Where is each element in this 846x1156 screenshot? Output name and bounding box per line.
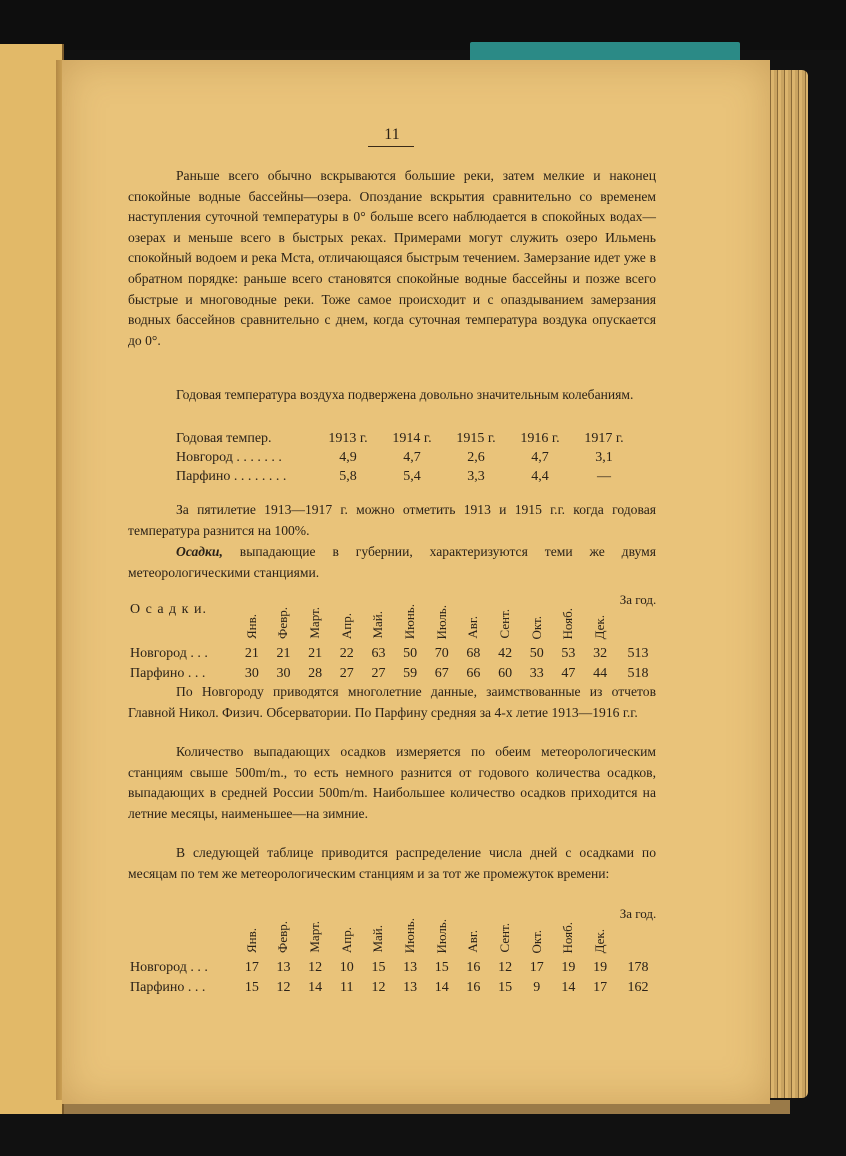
precipitation-value: 30 — [244, 666, 259, 681]
precipitation-value: 27 — [339, 666, 354, 681]
month-header: Янв. — [243, 613, 259, 639]
month-header: Окт. — [528, 615, 544, 639]
precipitation-table — [130, 592, 660, 684]
days-value: 15 — [434, 960, 449, 975]
temperature-value: — — [597, 469, 611, 484]
month-header: Авг. — [465, 930, 481, 953]
precipitation-value: 27 — [371, 666, 386, 681]
precipitation-value: 59 — [403, 666, 418, 681]
temperature-value: 5,8 — [339, 469, 357, 484]
precipitation-value: 32 — [593, 646, 608, 661]
days-value: 19 — [593, 960, 608, 975]
days-value: 14 — [434, 980, 449, 995]
month-header: Нояб. — [560, 607, 576, 639]
month-header: Авг. — [465, 616, 481, 639]
month-header: Сент. — [497, 923, 513, 953]
station-name: Новгород . . . . . . . — [176, 450, 282, 465]
days-value: 13 — [276, 960, 291, 975]
station-name: Парфино . . . . . . . . — [176, 469, 287, 484]
days-value: 17 — [593, 980, 608, 995]
days-value: 12 — [308, 960, 323, 975]
paragraph-sources: По Новгороду приводятся многолетние данные, заимствованные из отчетов Главной Никол. Физич. Обсерватории. По Парфину средняя за 4-х летие 1913—1916 г.г. — [128, 684, 656, 720]
days-value: 9 — [533, 980, 541, 995]
paragraph-five-years: За пятилетие 1913—1917 г. можно отметить 1913 и 1915 г.г. когда годовая температура разнится на 100%. — [128, 502, 656, 538]
precipitation-value: 50 — [529, 646, 544, 661]
precipitation-value: 53 — [561, 646, 576, 661]
year-cell: 1915 г. — [456, 431, 496, 446]
precipitation-value: 21 — [244, 646, 259, 661]
days-value: 13 — [403, 980, 418, 995]
days-value: 14 — [561, 980, 576, 995]
precipitation-value: 66 — [466, 666, 481, 681]
total-header: За год. — [619, 906, 657, 921]
days-row-parfino — [130, 978, 660, 998]
temperature-value: 2,6 — [467, 450, 485, 465]
precipitation-row-novgorod — [130, 644, 660, 664]
left-page-margin — [0, 44, 64, 1114]
days-value: 10 — [339, 960, 354, 975]
month-header: Янв. — [243, 927, 259, 953]
days-value: 13 — [403, 960, 418, 975]
month-header: Март. — [307, 921, 323, 953]
precipitation-value: 44 — [593, 666, 608, 681]
precipitation-value: 42 — [498, 646, 513, 661]
days-header-spacer — [130, 906, 236, 958]
precipitation-value: 50 — [403, 646, 418, 661]
year-cell: 1913 г. — [328, 431, 368, 446]
month-header: Нояб. — [560, 921, 576, 953]
days-value: 11 — [340, 980, 354, 995]
month-header: Июль. — [433, 604, 449, 639]
temperature-header-label: Годовая темпер. — [176, 431, 272, 446]
paragraph-days-intro: В следующей таблице приводится распределение числа дней с осадками по месяцам по тем же метеорологическим станциям и за тот же промежуток времени: — [128, 845, 656, 881]
year-cell: 1917 г. — [584, 431, 624, 446]
paragraph-ice: Раньше всего обычно вскрываются большие реки, затем мелкие и наконец спокойные водные бассейны—озера. Опоздание вскрытия сравнительно со временем наступления суточной температуры в 0° больше всего наблюдается в спокойных водах—озерах и меньше всего в быстрых реках. Примерами могут служить озеро Ильмень спокойный водоем и река Мста, отличающаяся быстрым течением. Замерзание идет уже в обратном порядке: раньше всего становятся спокойные водные бассейны и позже всего быстрые и многоводные реки. Тоже самое происходит и с опаздыванием замерзания водных бассейнов сравнительно с днем, когда суточная температура воздука опускается до 0°. — [128, 168, 656, 348]
precipitation-header-row — [130, 592, 660, 644]
days-total: 178 — [627, 960, 649, 975]
days-value: 19 — [561, 960, 576, 975]
page-number-rule — [368, 146, 414, 147]
temperature-header-row — [176, 431, 636, 447]
station-name: Парфино . . . — [130, 980, 206, 995]
precipitation-value: 47 — [561, 666, 576, 681]
days-value: 12 — [498, 960, 513, 975]
month-header: Апр. — [338, 926, 354, 953]
year-cell: 1916 г. — [520, 431, 560, 446]
month-header: Июль. — [433, 918, 449, 953]
days-value: 16 — [466, 980, 481, 995]
temperature-value: 4,7 — [531, 450, 549, 465]
precipitation-value: 60 — [498, 666, 513, 681]
precipitation-value: 30 — [276, 666, 291, 681]
month-header: Дек. — [592, 614, 608, 639]
temperature-value: 3,3 — [467, 469, 485, 484]
station-name: Новгород . . . — [130, 646, 208, 661]
temperature-row-novgorod — [176, 447, 636, 469]
days-value: 15 — [244, 980, 259, 995]
total-header: За год. — [619, 592, 657, 607]
temperature-value: 3,1 — [595, 450, 613, 465]
precipitation-value: 21 — [276, 646, 291, 661]
precipitation-intro-text: выпадающие в губернии, характеризуются теми же двумя метеорологическими станциями. — [128, 544, 656, 580]
precipitation-days-table — [130, 906, 660, 998]
year-cell: 1914 г. — [392, 431, 432, 446]
station-name: Парфино . . . — [130, 666, 206, 681]
station-name: Новгород . . . — [130, 960, 208, 975]
precipitation-total: 513 — [627, 646, 649, 661]
days-value: 12 — [276, 980, 291, 995]
temperature-value: 4,9 — [339, 450, 357, 465]
month-header: Июнь. — [402, 917, 418, 953]
page-number: 11 — [384, 126, 400, 143]
temperature-value: 5,4 — [403, 469, 421, 484]
precipitation-value: 63 — [371, 646, 386, 661]
month-header: Дек. — [592, 928, 608, 953]
month-header: Март. — [307, 607, 323, 639]
days-value: 17 — [529, 960, 544, 975]
days-value: 16 — [466, 960, 481, 975]
days-value: 15 — [371, 960, 386, 975]
paragraph-temperature-intro: Годовая температура воздуха подвержена довольно значительным колебаниям. — [176, 387, 634, 402]
days-value: 12 — [371, 980, 386, 995]
precipitation-total: 518 — [627, 666, 649, 681]
month-header: Апр. — [338, 612, 354, 639]
precipitation-value: 68 — [466, 646, 481, 661]
month-header: Май. — [370, 611, 386, 639]
precipitation-value: 21 — [308, 646, 323, 661]
precipitation-label: О с а д к и. — [130, 602, 207, 617]
temperature-value: 4,7 — [403, 450, 421, 465]
precipitation-value: 22 — [339, 646, 354, 661]
days-value: 17 — [244, 960, 259, 975]
days-row-novgorod — [130, 958, 660, 978]
precipitation-value: 33 — [529, 666, 544, 681]
precipitation-value: 28 — [308, 666, 323, 681]
temperature-table — [176, 431, 636, 485]
month-header: Февр. — [275, 921, 291, 953]
days-header-row — [130, 906, 660, 958]
paragraph-precipitation-intro — [128, 542, 656, 583]
month-header: Июнь. — [402, 603, 418, 639]
days-value: 14 — [308, 980, 323, 995]
precipitation-value: 67 — [434, 666, 449, 681]
days-value: 15 — [498, 980, 513, 995]
paragraph-amount: Количество выпадающих осадков измеряется по обеим метеорологическим станциям свыше 500m/m., то есть немного разнится от годового количества осадков, выпадающих в средней России 500m/m. Наибольшее количество осадков приходится на летние месяцы, наименьшее—на зимние. — [128, 744, 656, 821]
precipitation-row-parfino — [130, 664, 660, 684]
month-header: Февр. — [275, 607, 291, 639]
precipitation-value: 70 — [434, 646, 449, 661]
month-header: Окт. — [528, 929, 544, 953]
precipitation-heading: Осадки, — [176, 544, 223, 559]
days-total: 162 — [627, 980, 649, 995]
month-header: Май. — [370, 925, 386, 953]
temperature-row-parfino — [176, 469, 636, 485]
temperature-value: 4,4 — [531, 469, 549, 484]
month-header: Сент. — [497, 609, 513, 639]
